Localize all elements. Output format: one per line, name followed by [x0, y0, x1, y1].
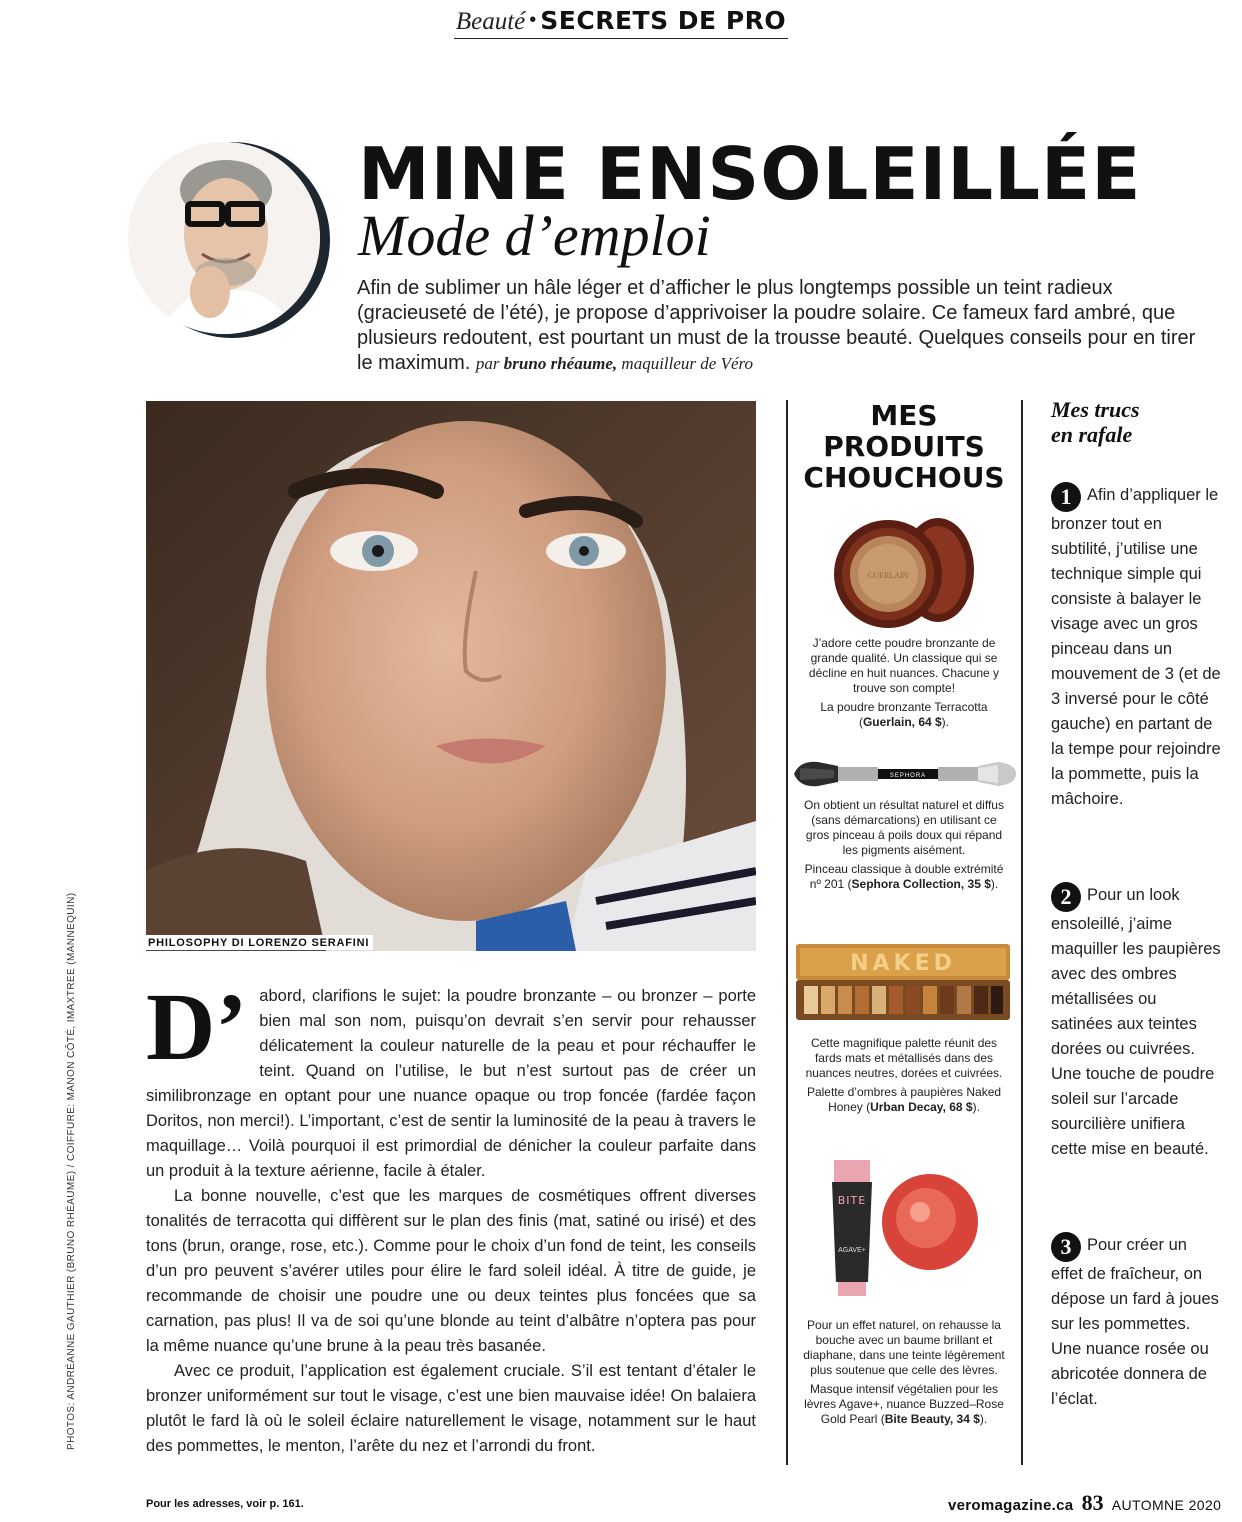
photo-credits: PHOTOS: ANDRÉANNE GAUTHIER (BRUNO RHÉAUME) / COIFFURE: MANON CÔTÉ, IMAXTREE (MANNEQUIN): [66, 892, 77, 1450]
favorite-products: [796, 400, 1012, 493]
tube-name-label: AGAVE+: [838, 1247, 866, 1254]
byline: [476, 354, 753, 373]
column-divider-2: [1021, 400, 1023, 1465]
tube-brand-label: BITE: [837, 1194, 867, 1207]
byline-role: maquilleur de Véro: [621, 354, 753, 373]
author-photo: [128, 142, 320, 334]
page-number: 83: [1081, 1490, 1104, 1515]
byline-prefix: par: [475, 354, 500, 373]
compact-brand-label: GUERLAIN: [867, 571, 909, 580]
product-4: [800, 1318, 1008, 1427]
products-title-line-1: MES: [870, 399, 938, 432]
tip-2-number: 2: [1051, 882, 1081, 912]
tips-title: [1051, 397, 1140, 447]
product-palette-image: [796, 944, 1010, 1020]
product-3-description: Cette magnifique palette réunit des fards mats et métallisés dans des nuances neutres, dorées et cuivrées.: [805, 1036, 1003, 1080]
tip-2: [1051, 882, 1221, 1162]
tip-1-text: Afin d’appliquer le bronzer tout en subtilité, j’utilise une technique simple qui consiste à balayer le visage avec un gros pinceau dans un mouvement de 3 (et de 3 inversé pour le côté gauche) en partant de la tempe pour rejoindre la pommette, puis la mâchoire.: [1051, 486, 1221, 808]
article-title: MINE ENSOLEILLÉE: [358, 132, 1142, 216]
tip-3: [1051, 1232, 1221, 1412]
tip-3-number: 3: [1051, 1232, 1081, 1262]
paragraph-1-text: abord, clarifions le sujet: la poudre bronzante – ou bronzer – porte bien mal son nom, puisqu’on devrait s’en servir pour rehausser délicatement la couleur naturelle de la peau et pour réchauffer le teint. Quand on l’utilise, le but n’est surtout pas de créer un similibronzage en optant pour une nuance opaque ou trop foncée (fardée façon Doritos, non merci!). L’important, c’est de sentir la luminosité de la peau à travers le maquillage… Voilà pourquoi il est primordial de dénicher la couleur parfaite dans un produit à la texture aérienne, facile à étaler.: [146, 987, 756, 1180]
author-portrait: [128, 142, 330, 342]
paragraph-3: Avec ce produit, l’application est également cruciale. S’il est tentant d’étaler le bronzer uniformément sur tout le visage, c’est une bien mauvaise idée! On balaiera plutôt le fard là où le soleil éclaire naturellement le visage, notamment sur le haut des pommettes, le menton, l’arête du nez et l’arrondi du front.: [146, 1362, 756, 1455]
section-separator: •: [529, 9, 537, 31]
article-body: [146, 973, 756, 1459]
article-subtitle: Mode d’emploi: [358, 203, 711, 268]
footer-site: veromagazine.ca: [948, 1497, 1074, 1514]
product-3: [800, 1036, 1008, 1115]
product-4-name: Masque intensif végétalien pour les lèvres Agave+, nuance Buzzed–Rose Gold Pearl (Bite Beauty, 34 $).: [804, 1382, 1004, 1426]
article-intro: [357, 276, 1199, 376]
brush-brand-label: SEPHORA: [889, 773, 927, 779]
hero-photo: [146, 401, 756, 951]
column-divider-1: [786, 400, 788, 1465]
products-title-line-3: CHOUCHOUS: [803, 461, 1005, 494]
paragraph-2: La bonne nouvelle, c’est que les marques de cosmétiques offrent diverses tonalités de terracotta qui diffèrent sur le plan des finis (mat, satiné ou irisé) et des tons (brun, orange, rose, etc.). Comme pour le choix d’un fond de teint, les conseils d’un pro peuvent s’avérer utiles pour élire le fard soleil idéal. À titre de guide, je recommande de choisir une poudre une ou deux teintes plus foncées que sa carnation, pas plus! Il va de soi qu’une blonde au teint d’albâtre n’optera pas pour la même nuance qu’une brune à la peau très basanée.: [146, 1187, 756, 1355]
product-lip-image: [826, 1156, 978, 1300]
product-2-name: Pinceau classique à double extrémité nº 201 (Sephora Collection, 35 $).: [804, 862, 1004, 891]
section-title: SECRETS DE PRO: [540, 6, 787, 35]
palette-brand-label: NAKED: [850, 951, 956, 976]
tip-2-text: Pour un look ensoleillé, j’aime maquiller les paupières avec des ombres métallisées ou satinées aux teintes dorées ou cuivrées. Une touche de poudre soleil sur l’arcade sourcilière unifiera cette mise en beauté.: [1051, 886, 1221, 1158]
footer-info: [948, 1490, 1221, 1516]
product-2: [800, 798, 1008, 892]
footer-addresses: Pour les adresses, voir p. 161.: [146, 1498, 304, 1510]
products-title: [796, 400, 1012, 493]
issue-label: AUTOMNE 2020: [1111, 1497, 1222, 1513]
drop-cap: D’: [146, 973, 248, 1080]
product-compact-image: [826, 512, 976, 630]
intro-text: Afin de sublimer un hâle léger et d’afficher le plus longtemps possible un teint radieux (gracieuseté de l’été), je propose d’apprivoiser la poudre solaire. Ce fameux fard ambré, que plusieurs redoutent, est pourtant un must de la trousse beauté. Quelques conseils pour en tirer le maximum.: [357, 277, 1196, 374]
tip-1: [1051, 482, 1221, 812]
tips-title-line-1: Mes trucs: [1051, 397, 1140, 422]
product-1-name: La poudre bronzante Terracotta (Guerlain, 64 $).: [820, 700, 988, 729]
section-header: [0, 6, 1242, 39]
product-3-name: Palette d’ombres à paupières Naked Honey (Urban Decay, 68 $).: [806, 1085, 1002, 1114]
products-title-line-2: PRODUITS: [823, 430, 985, 463]
tip-3-text: Pour créer un effet de fraîcheur, on dépose un fard à joues sur les pommettes. Une nuance rosée ou abricotée donnera de l’éclat.: [1051, 1236, 1219, 1408]
product-1-description: J’adore cette poudre bronzante de grande qualité. Un classique qui se décline en huit nuances. Chacune y trouve son compte!: [808, 636, 1000, 695]
product-1: [800, 636, 1008, 730]
product-2-description: On obtient un résultat naturel et diffus (sans démarcations) en utilisant ce gros pinceau à poils doux qui répand les pigments aisément.: [804, 798, 1004, 857]
tip-1-number: 1: [1051, 482, 1081, 512]
byline-author: bruno rhéaume,: [503, 354, 618, 373]
tips-title-line-2: en rafale: [1051, 422, 1133, 447]
paragraph-1: [146, 973, 756, 1184]
product-brush-image: [794, 754, 1016, 794]
photo-caption-tag: PHILOSOPHY DI LORENZO SERAFINI: [146, 935, 373, 950]
section-kicker: Beauté: [455, 8, 526, 35]
product-4-description: Pour un effet naturel, on rehausse la bouche avec un baume brillant et diaphane, dans une teinte légèrement plus soutenue que celle des lèvres.: [803, 1318, 1005, 1377]
